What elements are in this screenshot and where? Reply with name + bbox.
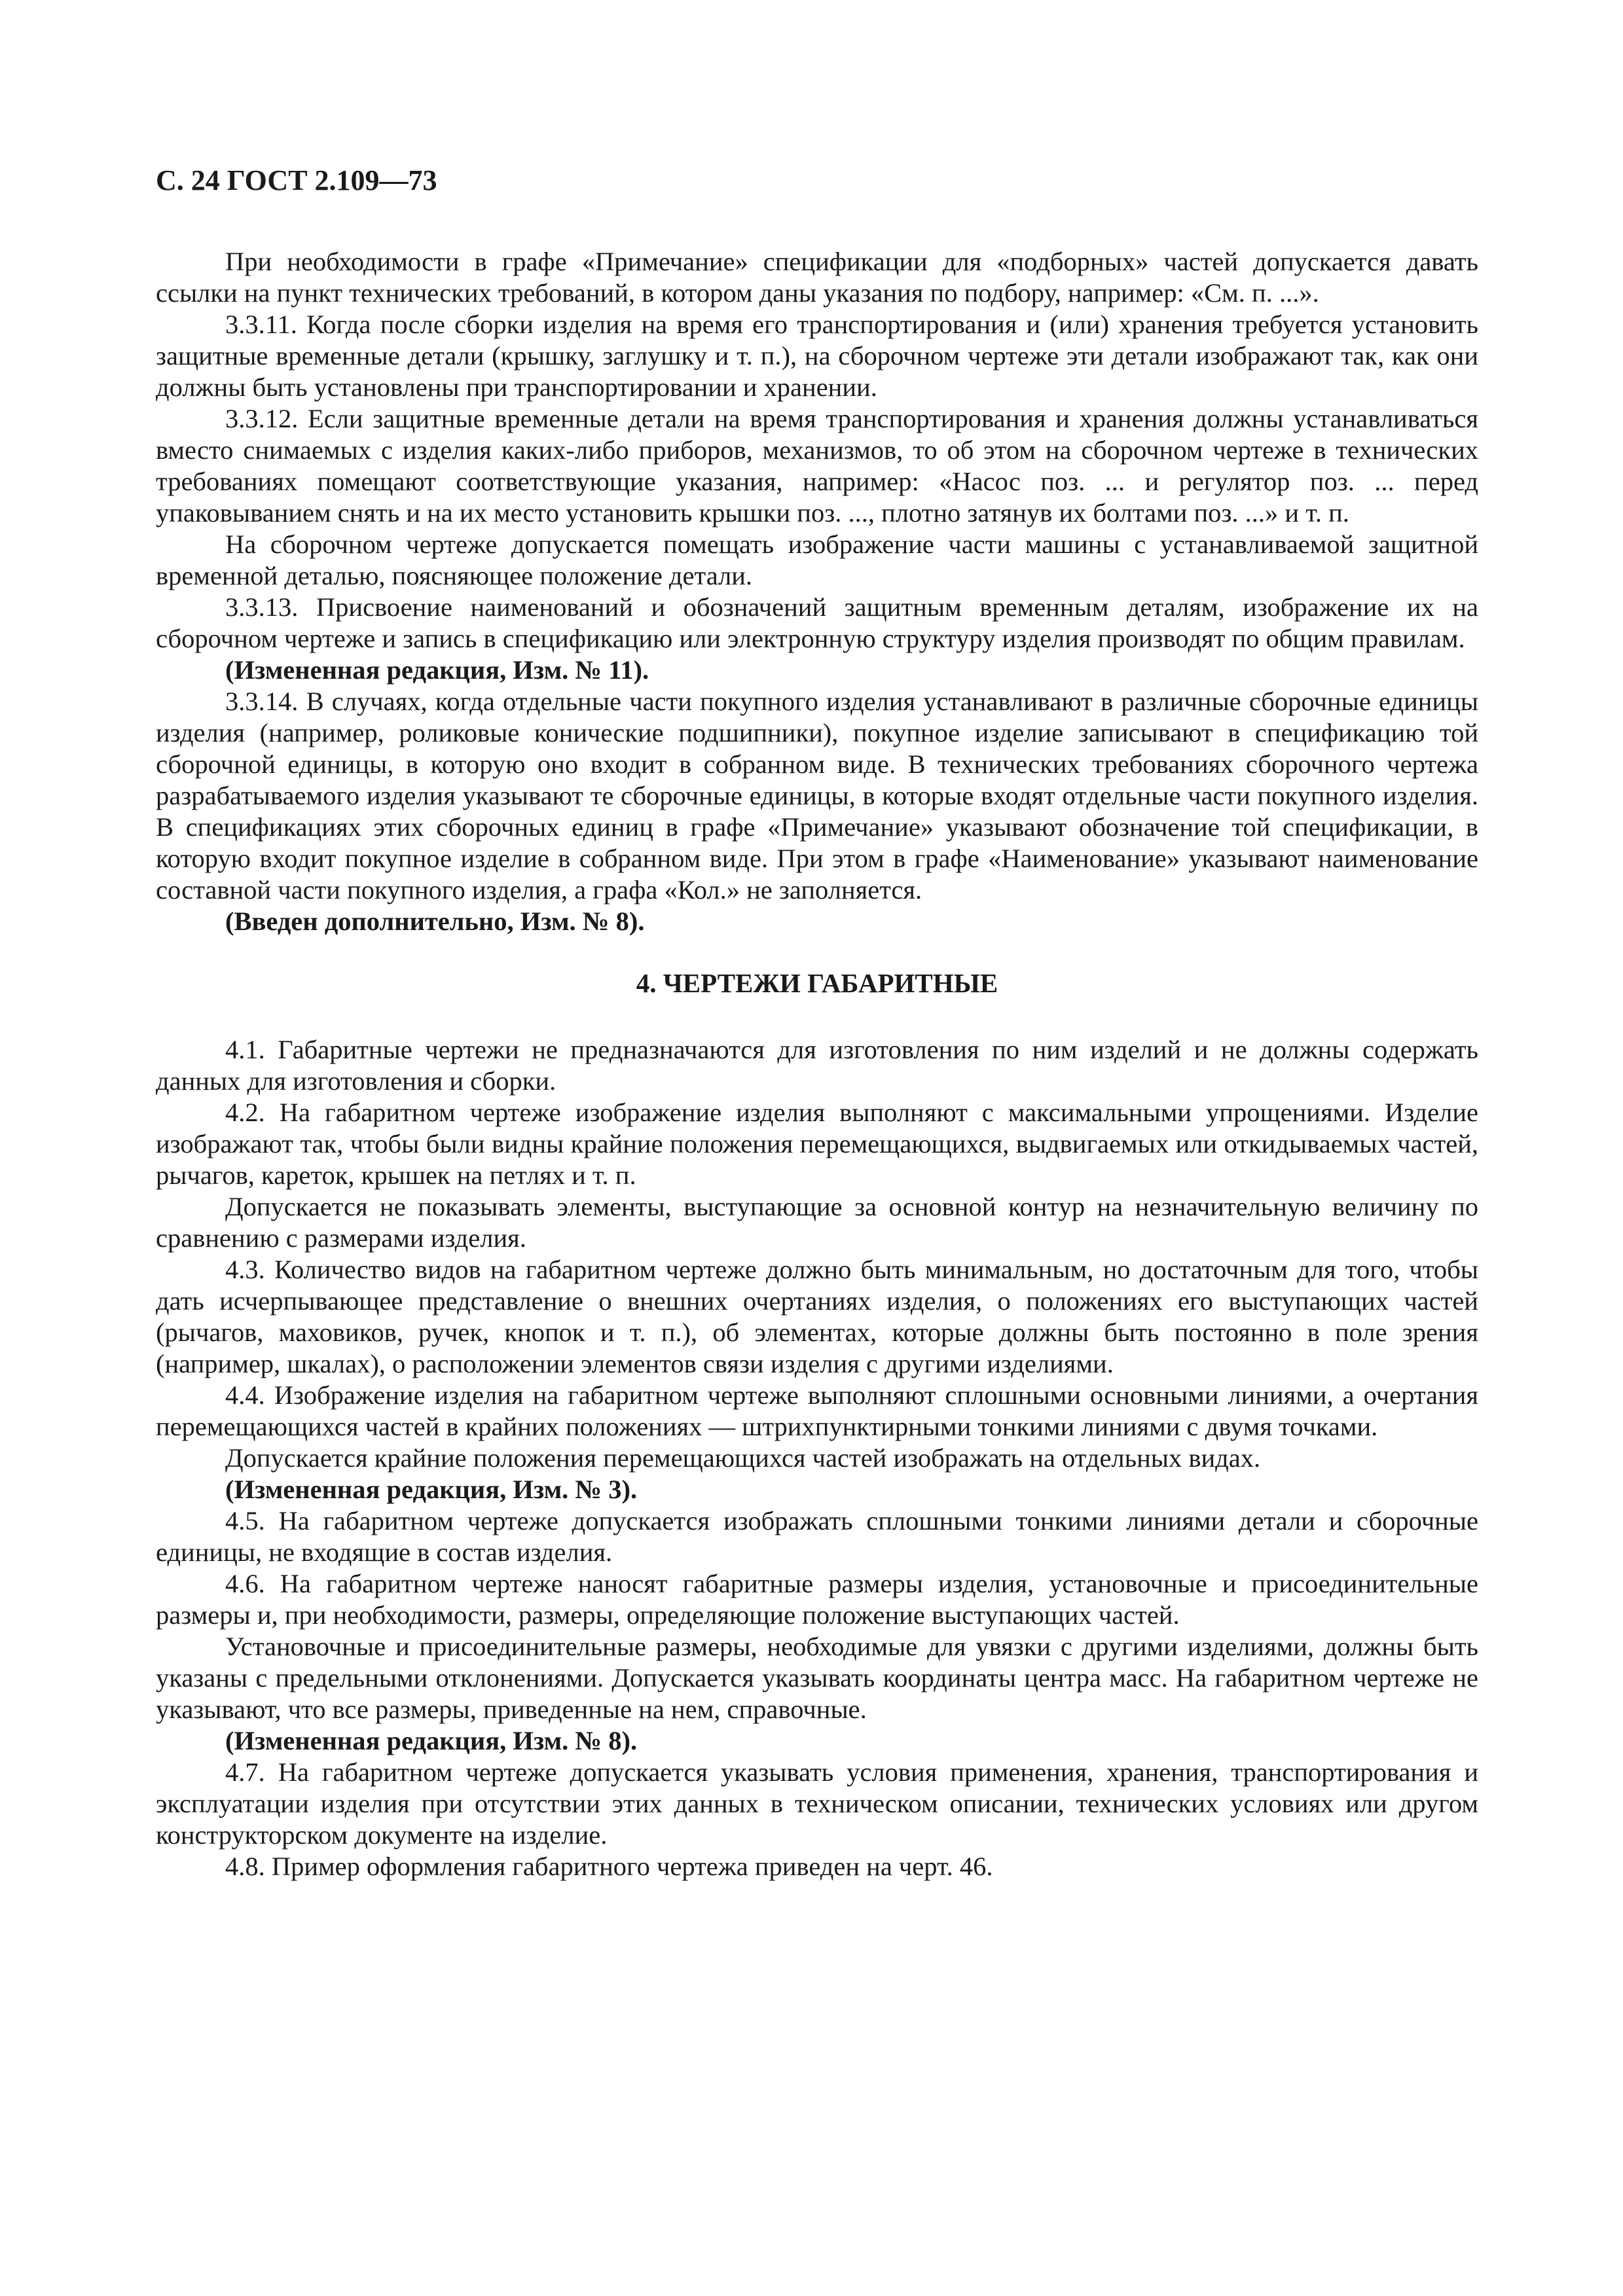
paragraph: 4.2. На габаритном чертеже изображение изделия выполняют с максимальными упрощениями. Изделие изображают так, чтобы были видны крайние положения перемещающихся, выдвигаемых или откидываемых частей, рычагов, кареток, крышек на петлях и т. п. [156,1098,1478,1190]
paragraph: 3.3.14. В случаях, когда отдельные части покупного изделия устанавливают в различные сборочные единицы изделия (например, роликовые конические подшипники), покупное изделие записывают в спецификацию той сборочной единицы, в которую оно входит в собранном виде. В технических требованиях сборочного чертежа разрабатываемого изделия указывают те сборочные единицы, в которые входят отдельные части покупного изделия. В спецификациях этих сборочных единиц в графе «Примечание» указывают обозначение той спецификации, в которую входит покупное изделие в собранном виде. При этом в графе «Наименование» указывают наименование составной части покупного изделия, а графа «Кол.» не заполняется. [156,687,1478,905]
paragraph: 4.4. Изображение изделия на габаритном чертеже выполняют сплошными основными линиями, а очертания перемещающихся частей в крайних положениях — штрихпунктирными тонкими линиями с двумя точками. [156,1380,1478,1441]
amendment-note: (Измененная редакция, Изм. № 8). [225,1726,638,1755]
document-page [156,164,1478,1882]
paragraph: Установочные и присоединительные размеры, необходимые для увязки с другими изделиями, должны быть указаны с предельными отклонениями. Допускается указывать координаты центра масс. На габаритном чертеже не указывают, что все размеры, приведенные на нем, справочные. [156,1632,1478,1724]
paragraph: 4.8. Пример оформления габаритного чертежа приведен на черт. 46. [225,1852,993,1881]
paragraph: 4.5. На габаритном чертеже допускается изображать сплошными тонкими линиями детали и сборочные единицы, не входящие в состав изделия. [156,1506,1478,1567]
paragraph: 3.3.11. Когда после сборки изделия на время его транспортирования и (или) хранения требуется установить защитные временные детали (крышку, заглушку и т. п.), на сборочном чертеже эти детали изображают так, как они должны быть установлены при транспортировании и хранении. [156,310,1478,402]
text-block-after [156,1034,1478,1882]
amendment-note: (Измененная редакция, Изм. № 3). [225,1475,638,1504]
paragraph: 4.7. На габаритном чертеже допускается указывать условия применения, хранения, транспортирования и эксплуатации изделия при отсутствии этих данных в техническом описании, технических условиях или другом конструкторском документе на изделие. [156,1757,1478,1850]
paragraph: На сборочном чертеже допускается помещать изображение части машины с устанавливаемой защитной временной деталью, поясняющее положение детали. [156,529,1478,590]
paragraph: При необходимости в графе «Примечание» спецификации для «подборных» частей допускается давать ссылки на пункт технических требований, в котором даны указания по подбору, например: «См. п. ...». [156,247,1478,308]
paragraph: 4.3. Количество видов на габаритном чертеже должно быть минимальным, но достаточным для того, чтобы дать исчерпывающее представление о внешних очертаниях изделия, о положениях его выступающих частей (рычагов, маховиков, ручек, кнопок и т. п.), об элементах, которые должны быть постоянно в поле зрения (например, шкалах), о расположении элементов связи изделия с другими изделиями. [156,1255,1478,1378]
page-header: С. 24 ГОСТ 2.109—73 [156,164,437,196]
paragraph: 4.1. Габаритные чертежи не предназначаются для изготовления по ним изделий и не должны содержать данных для изготовления и сборки. [156,1035,1478,1096]
paragraph: 4.6. На габаритном чертеже наносят габаритные размеры изделия, установочные и присоединительные размеры и, при необходимости, размеры, определяющие положение выступающих частей. [156,1569,1478,1630]
paragraph: 3.3.12. Если защитные временные детали на время транспортирования и хранения должны устанавливаться вместо снимаемых с изделия каких-либо приборов, механизмов, то об этом на сборочном чертеже в технических требованиях помещают соответствующие указания, например: «Насос поз. ... и регулятор поз. ... перед упаковыванием снять и на их место установить крышки поз. ..., плотно затянув их болтами поз. ...» и т. п. [156,404,1478,528]
text-block-before [156,246,1478,937]
paragraph: 3.3.13. Присвоение наименований и обозначений защитным временным деталям, изображение их на сборочном чертеже и запись в спецификацию или электронную структуру изделия производят по общим правилам. [156,592,1478,653]
amendment-note: (Измененная редакция, Изм. № 11). [225,655,649,685]
amendment-note: (Введен дополнительно, Изм. № 8). [225,906,645,936]
paragraph: Допускается крайние положения перемещающихся частей изображать на отдельных видах. [225,1443,1261,1473]
paragraph: Допускается не показывать элементы, выступающие за основной контур на незначительную величину по сравнению с размерами изделия. [156,1192,1478,1253]
section-title: 4. ЧЕРТЕЖИ ГАБАРИТНЫЕ [636,968,998,998]
